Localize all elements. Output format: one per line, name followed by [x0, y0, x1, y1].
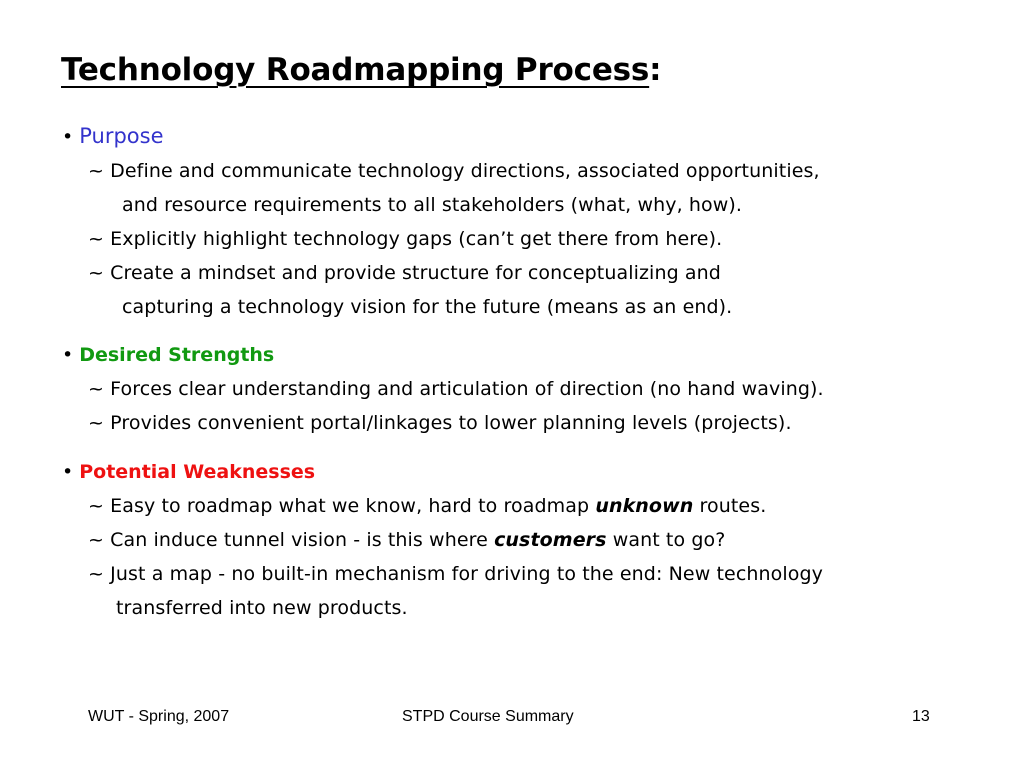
weaknesses-label: Potential Weaknesses	[79, 461, 316, 483]
weaknesses-line: ~ Just a map - no built-in mechanism for driving to the end: New technology	[88, 563, 823, 585]
bullet-icon: •	[62, 461, 74, 483]
page-number: 13	[912, 708, 930, 725]
purpose-line: ~ Explicitly highlight technology gaps (can’t get there from here).	[88, 228, 723, 250]
weaknesses-heading	[62, 461, 315, 483]
strengths-label: Desired Strengths	[79, 344, 275, 366]
strengths-line: ~ Forces clear understanding and articulation of direction (no hand waving).	[88, 378, 824, 400]
footer-left: WUT - Spring, 2007	[88, 708, 230, 725]
weaknesses-line-text: ~ Easy to roadmap what we know, hard to roadmap	[88, 495, 596, 517]
weaknesses-line-text: routes.	[693, 495, 767, 517]
footer-center: STPD Course Summary	[402, 708, 574, 725]
slide-title-text: Technology Roadmapping Process	[61, 52, 650, 88]
weaknesses-line	[88, 529, 725, 551]
weaknesses-emphasis: unknown	[595, 495, 694, 517]
weaknesses-line	[88, 495, 766, 517]
strengths-heading	[62, 344, 274, 366]
weaknesses-line: transferred into new products.	[116, 597, 408, 619]
strengths-line: ~ Provides convenient portal/linkages to lower planning levels (projects).	[88, 412, 792, 434]
purpose-line: ~ Define and communicate technology directions, associated opportunities,	[88, 160, 820, 182]
purpose-heading	[62, 124, 164, 148]
purpose-label: Purpose	[79, 124, 164, 148]
slide-title-colon: :	[649, 52, 662, 88]
slide-title	[61, 52, 661, 88]
weaknesses-line-text: ~ Can induce tunnel vision - is this where	[88, 529, 495, 551]
purpose-line: and resource requirements to all stakeholders (what, why, how).	[122, 194, 743, 216]
purpose-line: capturing a technology vision for the future (means as an end).	[122, 296, 733, 318]
purpose-line: ~ Create a mindset and provide structure for conceptualizing and	[88, 262, 721, 284]
weaknesses-emphasis: customers	[494, 529, 607, 551]
bullet-icon: •	[62, 344, 74, 366]
bullet-icon: •	[62, 126, 74, 148]
weaknesses-line-text: want to go?	[606, 529, 726, 551]
